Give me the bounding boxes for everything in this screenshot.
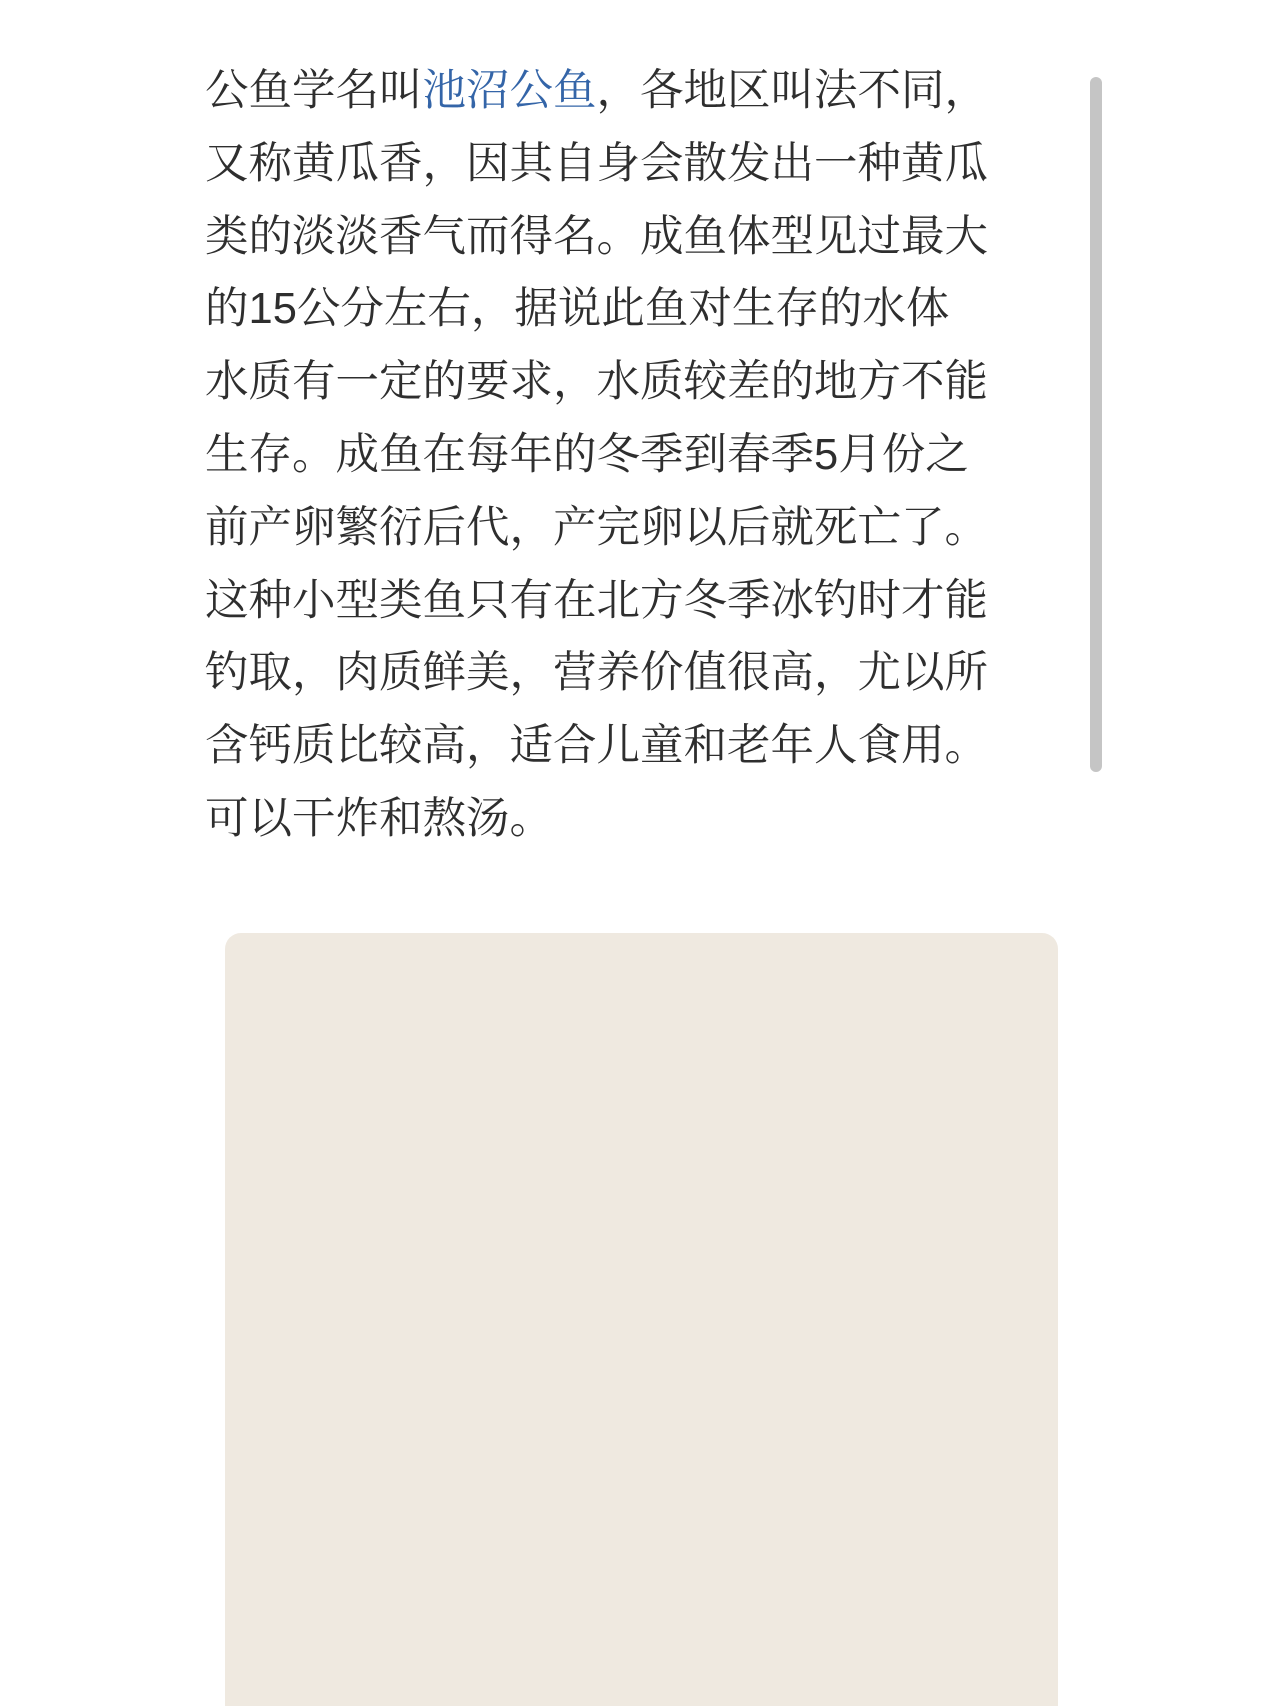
scrollbar-thumb[interactable] [1090, 77, 1102, 772]
article-paragraph [205, 55, 991, 856]
paragraph-text-after: ，各地区叫法不同，又称黄瓜香，因其自身会散发出一种黄瓜类的淡淡香气而得名。成鱼体型见过最大的15公分左右，据说此鱼对生存的水体水质有一定的要求，水质较差的地方不能生存。成鱼在每年的冬季到春季5月份之前产卵繁衍后代，产完卵以后就死亡了。这种小型类鱼只有在北方冬季冰钓时才能钓取，肉质鲜美，营养价值很高，尤以所含钙质比较高，适合儿童和老年人食用。可以干炸和熬汤。 [205, 67, 988, 843]
fish-photo-illustration [225, 933, 1058, 1706]
link-chizhao-gongyu[interactable]: 池沼公鱼 [422, 67, 597, 115]
paragraph-text-before: 公鱼学名叫 [205, 67, 423, 115]
fish-photo[interactable] [225, 933, 1058, 1706]
